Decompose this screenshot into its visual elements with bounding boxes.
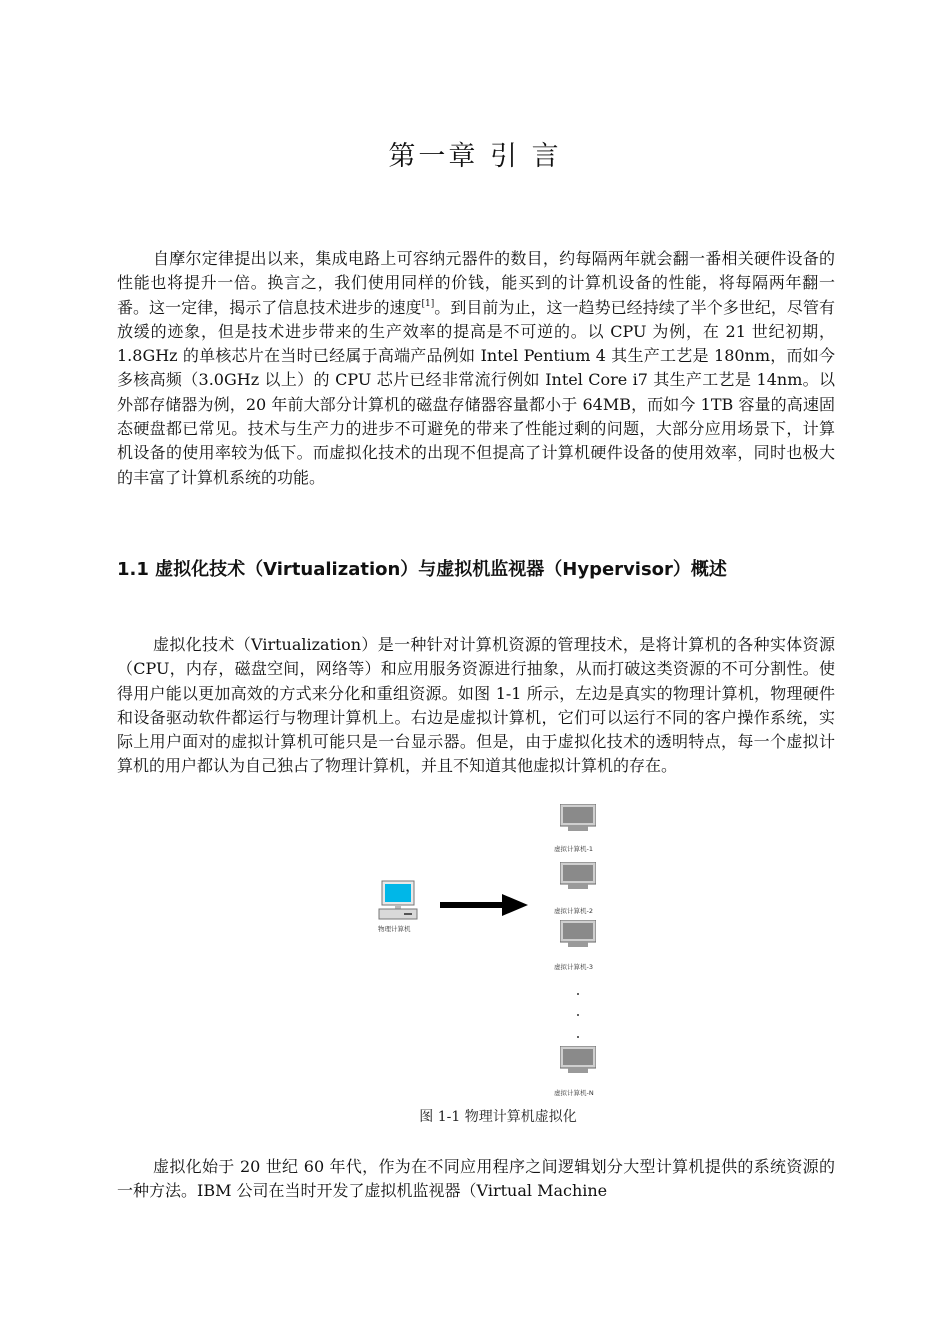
ellipsis-dot: [577, 993, 579, 995]
virtual-computer-3-label: 虚拟计算机-3: [554, 963, 593, 971]
intro-text-before-citation: 自摩尔定律提出以来，集成电路上可容纳元器件的数目，约每隔两年就会翻一番相关硬件设备的性能也将提升一倍。换言之，我们使用同样的价钱，能买到的计算机设备的性能，将每隔两年翻一番。这一定律，揭示了信息技术进步的速度: [117, 249, 835, 317]
virtual-computer-3-icon: [560, 920, 596, 948]
virtual-computer-n-icon: [560, 1046, 596, 1074]
section-heading: 1.1 虚拟化技术（Virtualization）与虚拟机监视器（Hypervisor）概述: [117, 559, 727, 580]
ellipsis-dot: [577, 1036, 579, 1038]
figure-virtualization: [360, 800, 650, 1100]
arrow-right-icon: [440, 894, 530, 916]
virtual-computer-2-icon: [560, 862, 596, 890]
section-paragraph-2: 虚拟化始于 20 世纪 60 年代，作为在不同应用程序之间逻辑划分大型计算机提供的系统资源的一种方法。IBM 公司在当时开发了虚拟机监视器（Virtual Machine: [117, 1157, 835, 1201]
ellipsis-dot: [577, 1014, 579, 1016]
physical-computer-icon: [378, 880, 418, 922]
virtual-computer-2-label: 虚拟计算机-2: [554, 907, 593, 915]
section-paragraph-1: 虚拟化技术（Virtualization）是一种针对计算机资源的管理技术，是将计算机的各种实体资源（CPU，内存，磁盘空间，网络等）和应用服务资源进行抽象，从而打破这类资源的不可分割性。使得用户能以更加高效的方式来分化和重组资源。如图 1-1 所示，左边是真实的物理计算机，物理硬件和设备驱动软件都运行与物理计算机上。右边是虚拟计算机，它们可以运行不同的客户操作系统，实际上用户面对的虚拟计算机可能只是一台显示器。但是，由于虚拟化技术的透明特点，每一个虚拟计算机的用户都认为自己独占了物理计算机，并且不知道其他虚拟计算机的存在。: [117, 635, 835, 776]
citation-reference[interactable]: [1]: [421, 298, 435, 309]
virtual-computer-1-icon: [560, 804, 596, 832]
intro-paragraph: [117, 247, 835, 490]
virtual-computer-1-label: 虚拟计算机-1: [554, 845, 593, 853]
virtual-computer-n-label: 虚拟计算机-N: [554, 1089, 594, 1097]
chapter-title: 第一章 引 言: [388, 141, 562, 172]
physical-computer-label: 物理计算机: [378, 925, 411, 933]
intro-text-after-citation: 。到目前为止，这一趋势已经持续了半个多世纪，尽管有放缓的迹象，但是技术进步带来的生产效率的提高是不可逆的。以 CPU 为例，在 21 世纪初期，1.8GHz 的单核芯片在当时已经属于高端产品例如 Intel Pentium 4 其生产工艺是 180nm，而如今多核高频（3.0GHz 以上）的 CPU 芯片已经非常流行例如 Intel Core i7 其生产工艺是 14nm。以外部存储器为例，20 年前大部分计算机的磁盘存储器容量都小于 64MB，而如今 1TB 容量的高速固态硬盘都已常见。技术与生产力的进步不可避免的带来了性能过剩的问题，大部分应用场景下，计算机设备的使用率较为低下。而虚拟化技术的出现不但提高了计算机硬件设备的使用效率，同时也极大的丰富了计算机系统的功能。: [117, 297, 835, 487]
figure-caption: 图 1-1 物理计算机虚拟化: [419, 1109, 577, 1125]
physical-screen: [385, 884, 411, 902]
